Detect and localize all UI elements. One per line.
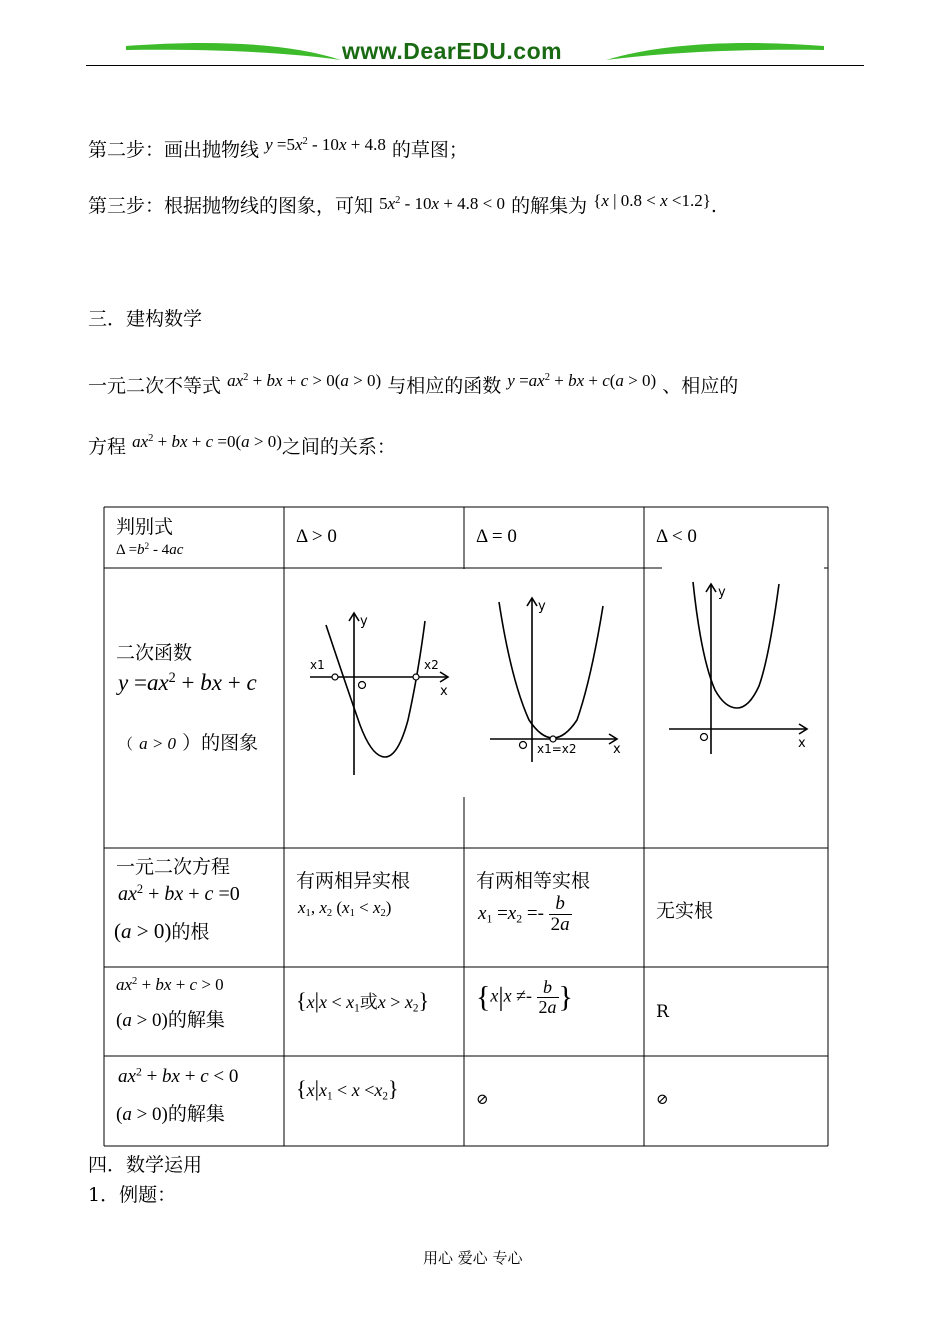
intro-part-c: 、相应的 [662,375,739,397]
parabola-curve [693,582,779,708]
graph-row-function: $y =ax^2$ + bx + c [118,670,257,695]
step2-suffix: 的草图； [391,139,468,161]
step2-formula: $y =5x^2 - 10x + 4.8$ [265,135,386,154]
origin-mark [701,734,708,741]
roots-negative-text: 无实根 [656,900,714,922]
gt-row-inequality: $ax^2$ + bx + c > 0 [116,975,224,994]
gt-positive-solution: {$x|x < x_1$或$x > x_2$} [296,988,429,1015]
roots-row-label-title: 一元二次方程 [116,856,231,878]
fraction-b-over-2a: $\frac{b}{2a}$ [550,893,570,935]
graph-two-roots [300,605,460,780]
y-axis-label: y [360,614,368,629]
graph-row-label-title: 二次函数 [116,642,193,664]
col-header-zero: Δ = 0 [476,526,517,547]
lt-zero-empty-set: ⊘ [476,1090,489,1108]
graph-one-root [485,590,635,765]
root-x1-point [332,674,338,680]
page-footer: 用心 爱心 专心 [423,1249,523,1267]
gt-negative-solution: R [656,1002,669,1022]
step3-inequality: $5x^2 - 10x + 4.8 < 0$ [379,194,506,213]
col-header-negative: Δ < 0 [656,526,697,547]
site-logo-text: www.DearEDU.com [342,38,563,64]
x1-label: x1 [310,658,325,672]
parabola-curve [499,602,603,738]
roots-positive-text: 有两相异实根 [296,870,411,892]
discriminant-label: 判别式 [116,516,174,538]
graph-no-root [665,578,815,758]
section4-item1: 1．例题： [88,1184,177,1206]
section4-title: 四．数学运用 [88,1154,203,1176]
intro-equation: $ax^2$ + bx + c =0(a > 0) [132,432,282,451]
lt-negative-empty-set: ⊘ [656,1090,669,1108]
intro-part-e: 之间的关系： [281,436,396,458]
x-axis-label: x [613,742,621,757]
intro-function: $y =ax^2$ + bx + c(a > 0) [507,371,657,390]
roots-zero-formula: $x_1 =x_2$ =- $\frac{b}{2a}$ [478,893,570,935]
gt-zero-solution: {x|x ≠- $\frac{b}{2a}$ } [476,977,573,1017]
col-header-positive: Δ > 0 [296,526,337,547]
step3-prefix: 第三步：根据抛物线的图象，可知 [88,195,374,217]
intro-part-a: 一元二次不等式 [88,375,222,397]
lt-positive-solution: $\{x|x_1 < x <x_2\}$ [296,1076,399,1103]
roots-positive-formula: $x_1$, $x_2$ $(x_1 < x_2)$ [298,898,392,920]
section3-title: 三．建构数学 [88,308,203,330]
x-axis-label: x [798,736,806,751]
root-x2-point [413,674,419,680]
x2-label: x2 [424,658,439,672]
x-axis-label: x [440,684,448,699]
discriminant-formula: $\Delta =b^2 - 4ac$ [116,541,184,558]
x1-equals-x2-label: x1=x2 [537,742,577,756]
step2-prefix: 第二步：画出抛物线 [88,139,260,161]
parabola-curve [326,621,425,757]
y-axis-label: y [538,599,546,614]
y-axis-label: y [718,585,726,600]
intro-part-d: 方程 [88,436,127,458]
origin-mark [359,682,366,689]
step3-mid: 的解集为 [511,195,588,217]
lt-row-condition: (a > 0)的解集 [116,1103,225,1125]
intro-part-b: 与相应的函数 [387,375,502,397]
step3-solution-set: {x | 0.8 < x <1.2} [593,191,711,210]
roots-row-equation: $ax^2$ + bx + c =0 [118,882,240,905]
intro-inequality: $ax^2$ + bx + c > 0(a > 0) [227,371,382,390]
step3-end: . [710,195,717,217]
origin-mark [520,742,527,749]
roots-zero-text: 有两相等实根 [476,870,591,892]
lt-row-inequality: $ax^2$ + bx + c < 0 [118,1065,239,1087]
roots-row-condition: (a > 0)的根 [114,919,210,943]
graph-row-condition: （ a > 0 ）的图象 [118,732,259,754]
gt-row-condition: (a > 0)的解集 [116,1009,225,1031]
